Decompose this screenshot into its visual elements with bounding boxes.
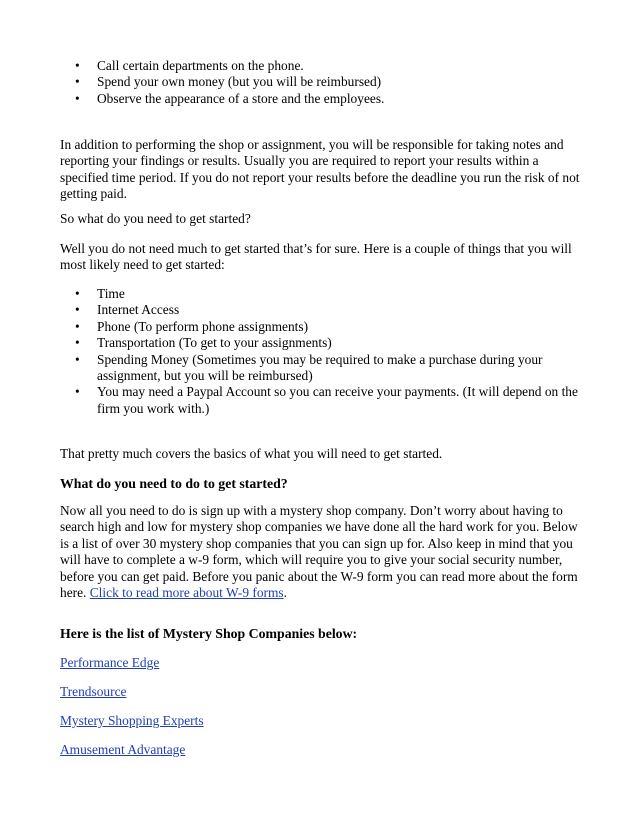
bullet: •: [75, 58, 80, 73]
performance-edge-link[interactable]: Performance Edge: [60, 655, 160, 670]
bullet: •: [75, 90, 80, 106]
companies-heading: Here is the list of Mystery Shop Companies below:: [60, 626, 358, 641]
tasks-list: [60, 58, 580, 107]
list-item: • Time: [75, 286, 125, 301]
list-item: • Phone (To perform phone assignments): [75, 318, 309, 334]
question-paragraph: So what do you need to get started?: [60, 211, 251, 226]
company-item: [60, 655, 580, 671]
mystery-shopping-experts-link[interactable]: Mystery Shopping Experts: [60, 713, 204, 728]
w9-forms-link[interactable]: Click to read more about W-9 forms: [89, 585, 284, 601]
list-item: • Internet Access: [75, 302, 180, 318]
list-item: • Observe the appearance of a store and the employees.: [75, 90, 385, 106]
bullet: •: [75, 74, 80, 90]
list-item: • Spending Money (Sometimes you may be required to make a purchase during your assignment, but you will be reimbursed): [75, 351, 543, 384]
list-item: • Call certain departments on the phone.: [75, 58, 304, 73]
reporting-paragraph: In addition to performing the shop or assignment, you will be responsible for taking notes and reporting your findings or results. Usually you are required to report your results within a specified time period. If you do not report your results before the deadline you run the risk of not getting paid.: [60, 137, 580, 202]
bullet: •: [75, 302, 80, 318]
bullet: •: [75, 318, 80, 334]
needs-list: [60, 286, 580, 417]
company-item: [60, 684, 580, 700]
bullet: •: [75, 351, 80, 367]
list-item: • You may need a Paypal Account so you can receive your payments. (It will depend on the firm you work with.): [75, 384, 578, 416]
amusement-advantage-link[interactable]: Amusement Advantage: [60, 742, 186, 757]
signup-paragraph: Now all you need to do is sign up with a mystery shop company. Don’t worry about having to search high and low for mystery shop companies we have done all the hard work for you. Below is a list of over 30 mystery shop companies that you can sign up for. Also keep in mind that you will have to complete a w-9 form, which will require you to give your social security number, before you can get paid. Before you panic about the W-9 form you can read more about the form here. Click to read more about W-9 forms.: [60, 503, 578, 601]
get-started-heading: What do you need to do to get started?: [60, 476, 288, 491]
company-item: [60, 742, 580, 758]
basics-paragraph: That pretty much covers the basics of what you will need to get started.: [60, 446, 443, 461]
company-item: [60, 713, 580, 729]
bullet: •: [75, 286, 80, 301]
list-item: • Transportation (To get to your assignments): [75, 335, 332, 351]
bullet: •: [75, 335, 80, 351]
bullet: •: [75, 384, 80, 400]
list-item: • Spend your own money (but you will be reimbursed): [75, 74, 382, 90]
trendsource-link[interactable]: Trendsource: [60, 684, 127, 699]
needs-paragraph: Well you do not need much to get started that’s for sure. Here is a couple of things that you will most likely need to get started:: [60, 241, 572, 273]
